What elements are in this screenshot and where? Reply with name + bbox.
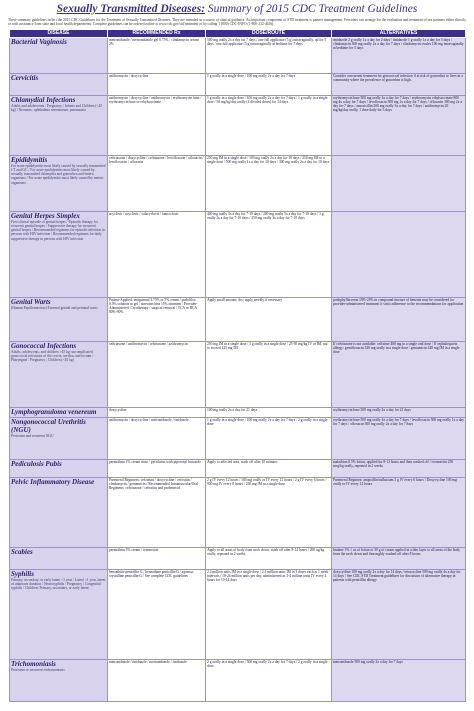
table-header-row	[10, 29, 466, 37]
dose-route-cell: Apply small amount; dry; apply weekly if necessary	[206, 297, 332, 341]
column-header-dose-route: DOSE/ROUTE	[206, 29, 332, 37]
table-row	[10, 407, 466, 417]
column-header-alternatives: ALTERNATIVES	[332, 29, 466, 37]
disease-subtypes: Primary, secondary, or early latent <1 year / Latent >1 year, latent of unknown duration / Neurosyphilis / Pregnancy / Congenital syphilis / Children: Primary, secondary, or early latent	[11, 577, 106, 591]
recommended-rx-cell: azithromycin / doxycycline	[108, 73, 206, 95]
table-row	[10, 155, 466, 211]
dose-route-cell: Apply to affected area, wash off after 10 minutes	[206, 459, 332, 477]
disease-subtypes: Adults, adolescents, and children >45 kg: uncomplicated gonococcal infections of the cervix, urethra, and rectum / Pharyngeal / Pregnancy / Children (<45 kg)	[11, 349, 94, 363]
disease-name: Genital Herpes Simplex	[11, 211, 80, 220]
page-title	[0, 0, 474, 16]
alternatives-cell: tinidazole 2 g orally 1x a day for 2 days / tinidazole 1 g orally 1x a day for 5 days / clindamycin 300 mg orally 2x a day for 7 days / clindamycin ovules 100 mg intravaginally at bedtime for 3 days	[332, 37, 466, 73]
disease-subtypes: (Human Papillomavirus) External genital and perianal warts	[11, 305, 98, 310]
table-row	[10, 569, 466, 659]
table-row	[10, 73, 466, 95]
recommended-rx-cell: permethrin 1% cream rinse / pyrethrins with piperonyl butoxide	[108, 459, 206, 477]
disease-name: Nongonococcal Urethritis (NGU)	[11, 417, 86, 434]
table-row	[10, 417, 466, 459]
alternatives-cell: podophyllin resin 10%-25% in compound tincture of benzoin may be considered for provider-administered treatment if strict adherence to the recommendations for application	[332, 297, 466, 341]
recommended-rx-cell: Parenteral Regimens: cefotetan / doxycycline / cefoxitin / clindamycin / gentamicin / Recommended Intramuscular/Oral Regimens: ceftriaxone / cefoxitin and probenecid	[108, 477, 206, 547]
alternatives-cell	[332, 155, 466, 211]
disease-cell	[10, 477, 108, 547]
dose-route-cell: 400 mg orally 3x a day for 7-10 days / 200 mg orally 5x a day for 7-10 days / 1 g orally 2x a day for 7-10 days / 250 mg orally 3x a day for 7-10 days	[206, 211, 332, 297]
table-row	[10, 459, 466, 477]
disease-name: Chlamydial Infections	[11, 95, 76, 104]
disease-cell	[10, 659, 108, 701]
dose-route-cell: 1 g orally in a single dose / 100 mg orally 2x a day for 7 days / 2 g orally in a single dose	[206, 417, 332, 459]
alternatives-cell: If ceftriaxone is not available: cefixime 400 mg in a single oral dose / If cephalosporin allergy: gemifloxacin 320 mg orally in a single dose / gentamicin 240 mg IM in a single dose	[332, 341, 466, 407]
alternatives-cell: metronidazole 500 mg orally 2x a day for 7 days	[332, 659, 466, 701]
recommended-rx-cell: acyclovir / acyclovir / valacyclovir / famciclovir	[108, 211, 206, 297]
dose-route-cell: 250 mg IM in a single dose / 1 g orally in a single dose / 25-50 mg/kg IV or IM, not to exceed 125 mg IM	[206, 341, 332, 407]
dose-route-cell: 2.4 million units IM in a single dose / 2.4 million units IM in 3 doses each at 1 week intervals / 18-24 million units per day, administered as 3-4 million units IV every 4 hours for 10-14 days	[206, 569, 332, 659]
disease-name: Trichomoniasis	[11, 659, 56, 668]
table-row	[10, 547, 466, 569]
disease-name: Cervicitis	[11, 73, 39, 82]
recommended-rx-cell: metronidazole / tinidazole / metronidazole / tinidazole	[108, 659, 206, 701]
dose-route-cell: 2 g IV every 12 hours / 100 mg orally or IV every 12 hours / 2 g IV every 6 hours / 900 mg IV every 8 hours / 250 mg IM in a single dose	[206, 477, 332, 547]
alternatives-cell: lindane 1% 1 oz of lotion or 30 g of cream applied in a thin layer to all areas of the body from the neck down and thoroughly washed off after 8 hours	[332, 547, 466, 569]
disease-name: Genital Warts	[11, 297, 51, 306]
table-row	[10, 477, 466, 547]
disease-cell	[10, 95, 108, 155]
disease-cell	[10, 155, 108, 211]
alternatives-cell: Consider concurrent treatment for gonococcal infection if at risk of gonorrhea or lives in a community where the prevalence of gonorrhea is high.	[332, 73, 466, 95]
title-subtitle: Summary of 2015 CDC Treatment Guidelines	[205, 3, 418, 15]
alternatives-cell: malathion 0.5% lotion, applied for 8-12 hours and then washed off / ivermectin 250 mcg/kg orally, repeated in 2 weeks	[332, 459, 466, 477]
dose-route-cell: 2 g orally in a single dose / 500 mg orally 2x a day for 7 days / 2 g orally in a single dose	[206, 659, 332, 701]
recommended-rx-cell: ceftriaxone / doxycycline / ceftriaxone / levofloxacin / ofloxacin / levofloxacin / ofloxacin	[108, 155, 206, 211]
disease-subtypes: Adults and adolescents / Pregnancy / Infants and Children (<45 kg) / Neonates: ophthalmia neonatorum, pneumonia	[11, 103, 103, 113]
disease-name: Pediculosis Pubis	[11, 459, 62, 468]
column-header-disease: DISEASE	[10, 29, 108, 37]
treatment-table	[9, 29, 466, 702]
recommended-rx-cell: benzathine penicillin G / benzathine penicillin G / aqueous crystalline penicillin G / See complete CDC guidelines	[108, 569, 206, 659]
alternatives-cell: Parenteral Regimen: ampicillin/sulbactam 3 g IV every 6 hours / Doxycycline 100 mg orally or IV every 12 hours	[332, 477, 466, 547]
disease-subtypes: First clinical episode of genital herpes / Episodic therapy for recurrent genital herpes / Suppressive therapy for recurrent genital herpes / Recommended regimens for episodic infection in persons with HIV infection / Recommended regimens for daily suppressive therapy in persons with HIV infection	[11, 219, 105, 241]
recommended-rx-cell: azithromycin / doxycycline / metronidazole / tinidazole	[108, 417, 206, 459]
recommended-rx-cell: Patient-Applied: imiquimod 3.75% or 5% cream / podofilox 0.5% solution or gel / sinecatechins 15% ointment / Provider-Administered: Cryotherapy / surgical removal / TCA or BCA 80%-90%	[108, 297, 206, 341]
recommended-rx-cell: ceftriaxone / azithromycin / ceftriaxone / azithromycin	[108, 341, 206, 407]
alternatives-cell	[332, 211, 466, 297]
disease-name: Gonococcal Infections	[11, 341, 77, 350]
disease-cell	[10, 37, 108, 73]
disease-subtypes: Persistent and recurrent NGU	[11, 433, 54, 438]
recommended-rx-cell: permethrin 5% cream / ivermectin	[108, 547, 206, 569]
alternatives-cell: doxycycline 100 mg orally 2x a day for 14 days / tetracycline 500 mg orally 4x a day for 14 days / See CDC STD Treatment guidelines for discussion of alternative therapy in patients with penicillin allergy	[332, 569, 466, 659]
disease-name: Epididymitis	[11, 155, 48, 164]
table-row	[10, 297, 466, 341]
disease-cell	[10, 73, 108, 95]
disease-name: Bacterial Vaginosis	[11, 37, 67, 46]
table-row	[10, 95, 466, 155]
disease-subtypes: Persistent or recurrent trichomoniasis	[11, 667, 65, 672]
disease-cell	[10, 547, 108, 569]
table-row	[10, 341, 466, 407]
dose-route-cell: 1 g orally in a single dose / 100 mg orally 2x a day for 7 days	[206, 73, 332, 95]
recommended-rx-cell: doxycycline	[108, 407, 206, 417]
disease-cell	[10, 341, 108, 407]
dose-route-cell: 250 mg IM in a single dose / 100 mg orally 2x a day for 10 days / 250 mg IM in a single dose / 500 mg orally 1x a day for 10 days / 300 mg orally 2x a day for 10 days	[206, 155, 332, 211]
disease-cell	[10, 459, 108, 477]
alternatives-cell: erythromycin base 500 mg orally 4x a day for 7 days / erythromycin ethylsuccinate 800 mg 4x a day for 7 days / levofloxacin 500 mg 1x a day for 7 days / ofloxacin 300 mg 2x a day for 7 days / amoxicillin 500 mg orally 3x a day for 7 days / azithromycin 20 mg/kg/day orally, 1 dose daily for 3 days	[332, 95, 466, 155]
disease-cell	[10, 407, 108, 417]
alternatives-cell: erythromycin base 500 mg orally 4x a day for 21 days	[332, 407, 466, 417]
dose-route-cell: Apply to all areas of body from neck down, wash off after 8-14 hours / 200 ug/kg orally, repeated in 2 weeks	[206, 547, 332, 569]
table-row	[10, 37, 466, 73]
disease-cell	[10, 417, 108, 459]
alternatives-cell: erythromycin base 500 mg orally 4x a day for 7 days / levofloxacin 500 mg orally 1x a day for 7 days / ofloxacin 300 mg orally 2x a day for 7 days	[332, 417, 466, 459]
dose-route-cell: 1 g orally in a single dose / 100 mg orally 2x a day for 7 days / 1 g orally in a single dose / 50 mg/kg/day orally (4 divided doses) for 14 days	[206, 95, 332, 155]
dose-route-cell: 100 mg orally 2x a day for 21 days	[206, 407, 332, 417]
disease-name: Lymphogranuloma venereum	[11, 407, 97, 416]
dose-route-cell: 500 mg orally 2x a day for 7 days / one full applicator (5 g) intravaginally, qd for 5 days / one full applicator (5 g) intravaginally at bedtime for 7 days	[206, 37, 332, 73]
intro-paragraph: These summary guidelines reflect the 2015 CDC Guidelines for the Treatment of Sexually Transmitted Diseases. They are intended as a source of clinical guidance. An important component of STD treatment is partner management. Providers can arrange for the evaluation and treatment of sex partners either directly or with assistance from state and local health departments. Complete guidelines can be ordered online at www.cdc.gov/std/treatment or by calling 1 (800) CDC-INFO (1-800-232-4636).	[8, 18, 466, 27]
disease-cell	[10, 569, 108, 659]
table-row	[10, 659, 466, 701]
column-header-recommended-rx: RECOMMENDED Rx	[108, 29, 206, 37]
title-main: Sexually Transmitted Diseases:	[56, 3, 206, 15]
disease-cell	[10, 297, 108, 341]
table-row	[10, 211, 466, 297]
disease-name: Pelvic Inflammatory Disease	[11, 477, 95, 486]
disease-cell	[10, 211, 108, 297]
disease-name: Scabies	[11, 547, 33, 556]
recommended-rx-cell: metronidazole / metronidazole gel 0.75% / clindamycin cream 2%	[108, 37, 206, 73]
disease-name: Syphilis	[11, 569, 34, 578]
disease-subtypes: For acute epididymitis most likely caused by sexually transmitted CT and GC / For acute epididymitis most likely caused by sexually transmitted chlamydia and gonorrhea and enteric organisms / For acute epididymitis most likely caused by enteric organisms	[11, 163, 106, 185]
recommended-rx-cell: azithromycin / doxycycline / azithromycin / erythromycin base / erythromycin base or ethylsuccinate	[108, 95, 206, 155]
